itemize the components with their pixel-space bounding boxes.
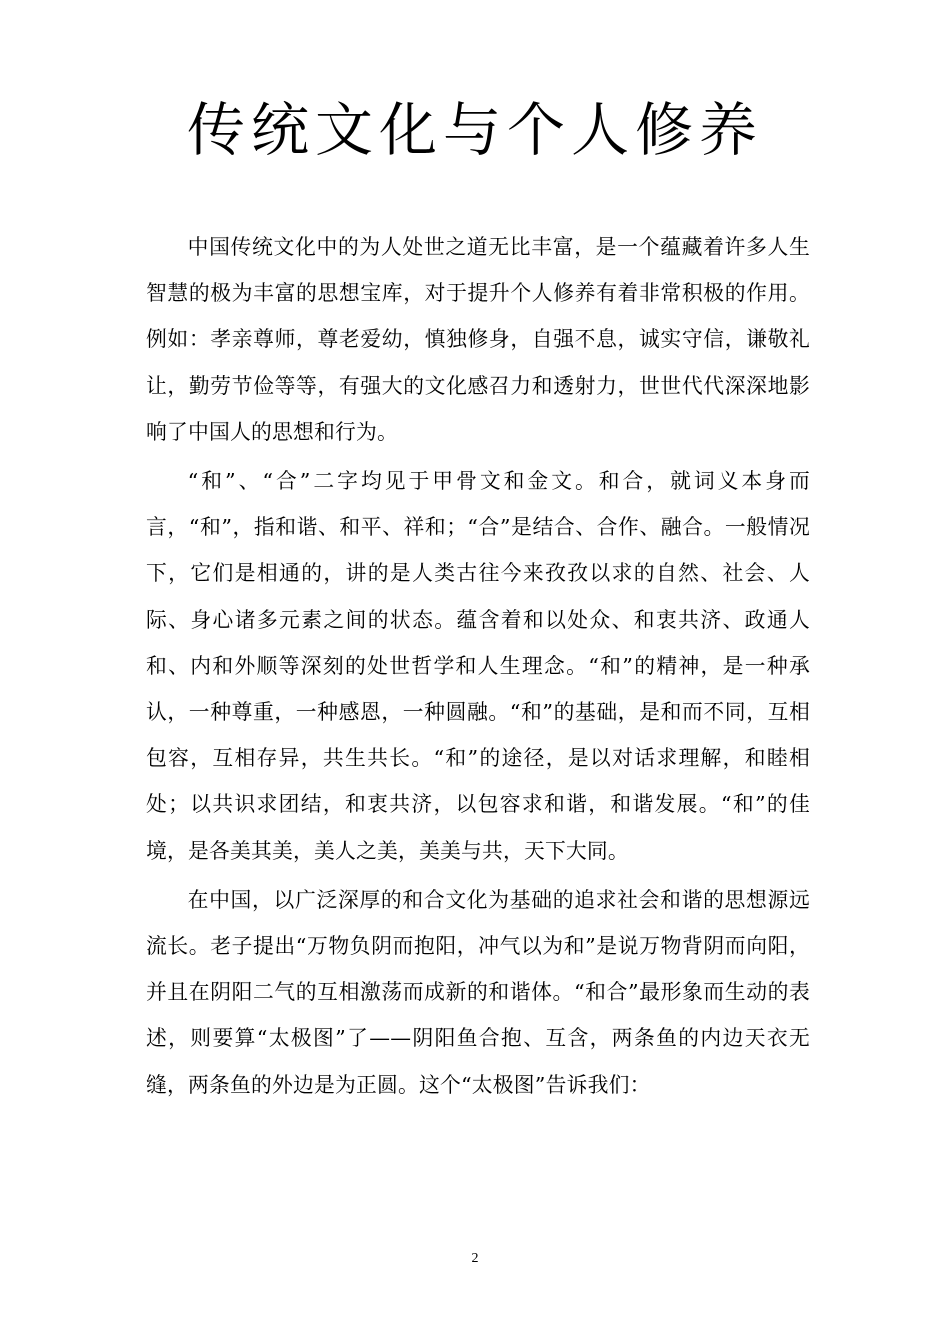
page-number: 2 [471,1251,479,1266]
paragraph: 中国传统文化中的为人处世之道无比丰富，是一个蕴藏着许多人生智慧的极为丰富的思想宝库，对于提升个人修养有着非常积极的作用。例如：孝亲尊师，尊老爱幼，慎独修身，自强不息，诚实守信，谦敬礼让，勤劳节俭等等，有强大的文化感召力和透射力，世世代代深深地影响了中国人的思想和行为。 [146,235,810,444]
body-text [146,224,810,1111]
paragraph: “和”、“合”二字均见于甲骨文和金文。和合，就词义本身而言，“和”，指和谐、和平、祥和；“合”是结合、合作、融合。一般情况下，它们是相通的，讲的是人类古往今来孜孜以求的自然、社会、人际、身心诸多元素之间的状态。蕴含着和以处众、和衷共济、政通人和、内和外顺等深刻的处世哲学和人生理念。“和”的精神，是一种承认，一种尊重，一种感恩，一种圆融。“和”的基础，是和而不同，互相包容，互相存异，共生共长。“和”的途径，是以对话求理解，和睦相处；以共识求团结，和衷共济，以包容求和谐，和谐发展。“和”的佳境，是各美其美，美人之美，美美与共，天下大同。 [146,469,810,863]
paragraph: 在中国，以广泛深厚的和合文化为基础的追求社会和谐的思想源远流长。老子提出“万物负阴而抱阳，冲气以为和”是说万物背阴而向阳，并且在阴阳二气的互相激荡而成新的和谐体。“和合”最形象而生动的表述，则要算“太极图”了——阴阳鱼合抱、互含，两条鱼的内边天衣无缝，两条鱼的外边是为正圆。这个“太极图”告诉我们： [146,887,810,1097]
page-title: 传统文化与个人修养 [186,96,763,164]
